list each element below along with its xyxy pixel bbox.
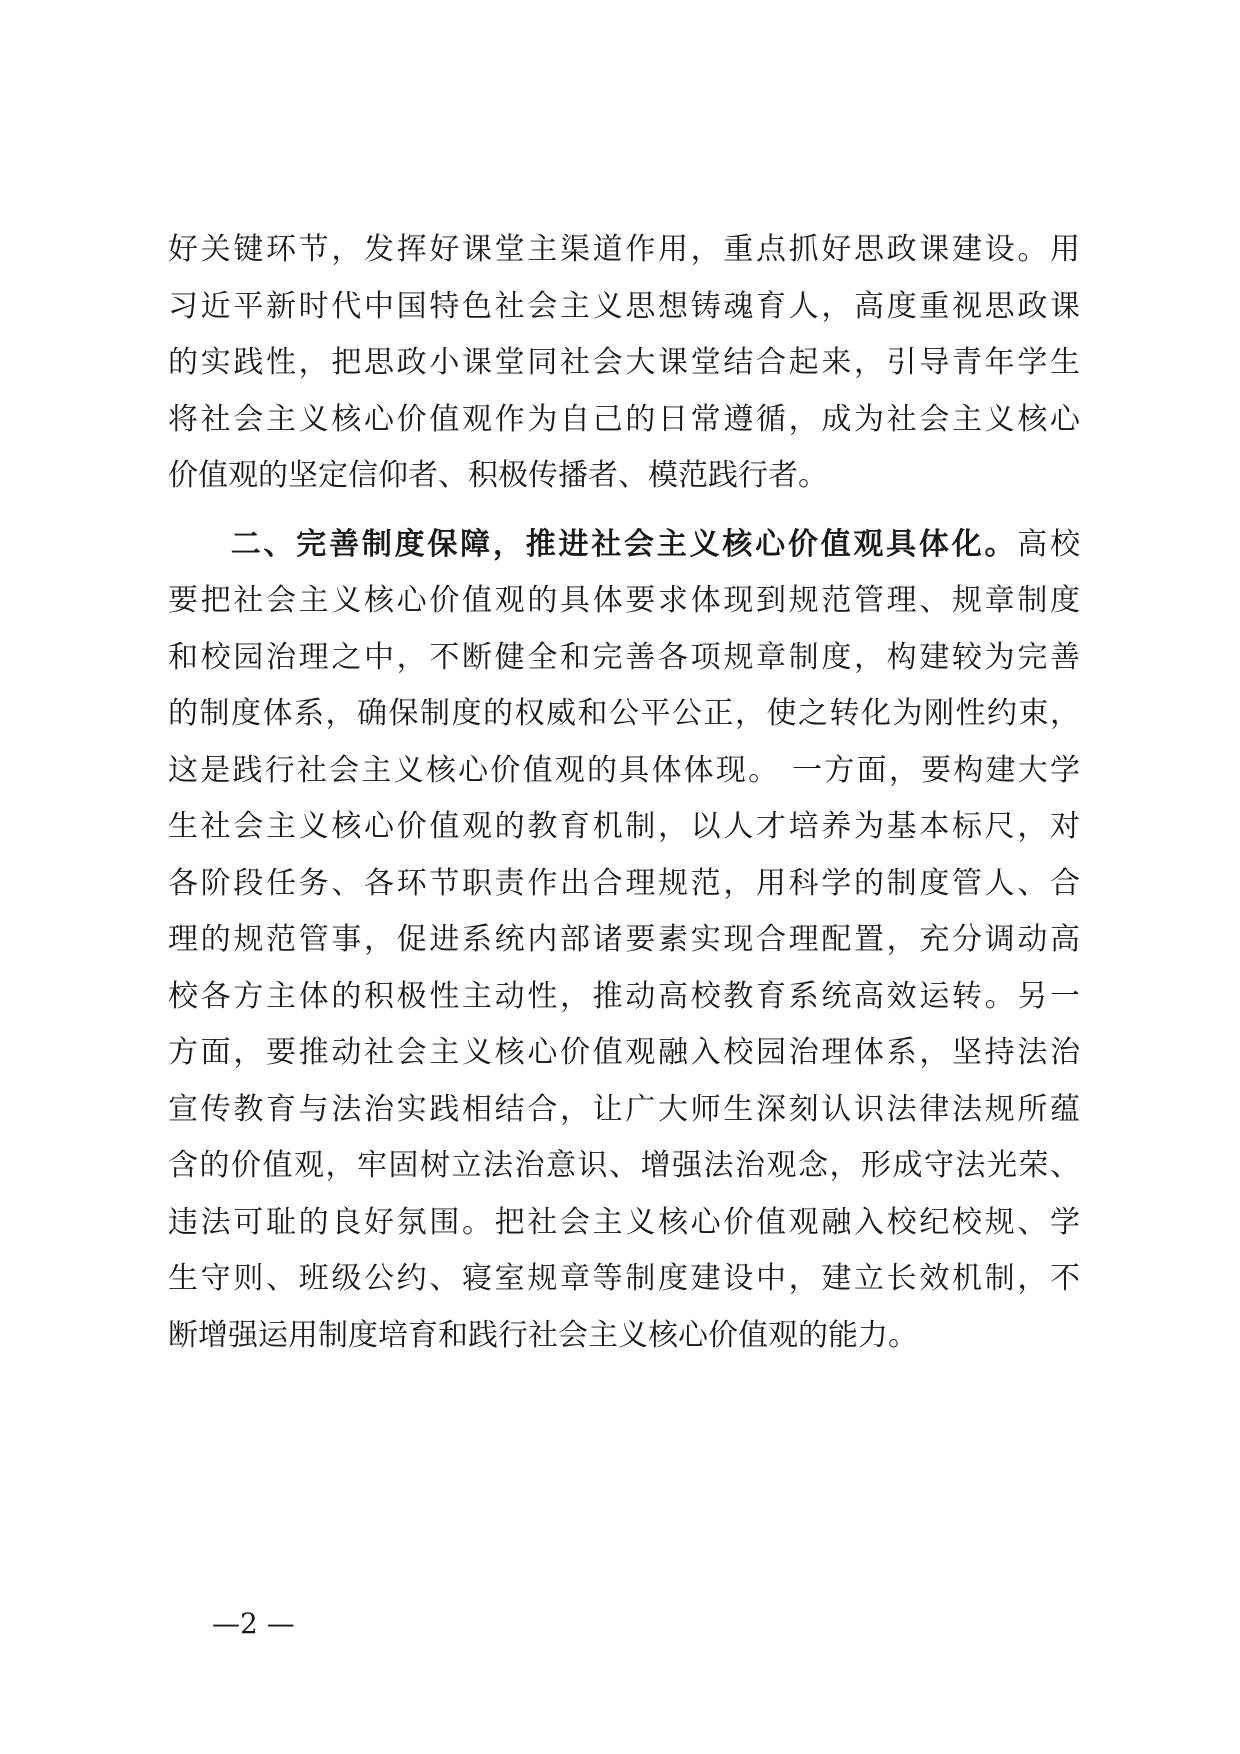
text-line: 要把社会主义核心价值观的具体要求体现到规范管理、规章制度 <box>168 583 1080 618</box>
text-line: 价值观的坚定信仰者、积极传播者、模范践行者。 <box>168 458 828 493</box>
text-line: 方面，要推动社会主义核心价值观融入校园治理体系，坚持法治 <box>168 1035 1080 1070</box>
text-line: 的实践性，把思政小课堂同社会大课堂结合起来，引导青年学生 <box>168 345 1080 380</box>
text-line: 各阶段任务、各环节职责作出合理规范，用科学的制度管人、合 <box>168 865 1080 901</box>
text-line: 校各方主体的积极性主动性，推动高校教育系统高效运转。另一 <box>168 978 1080 1014</box>
text-line: 习近平新时代中国特色社会主义思想铸魂育人，高度重视思政课 <box>168 288 1080 324</box>
heading-trailing-text: 高校 <box>1017 526 1080 562</box>
paragraph-2-first-line <box>168 517 1080 574</box>
text-line: 生守则、班级公约、寝室规章等制度建设中，建立长效机制，不 <box>168 1261 1080 1296</box>
paragraph-1 <box>168 222 1080 505</box>
text-line: 生社会主义核心价值观的教育机制，以人才培养为基本标尺，对 <box>168 809 1080 844</box>
text-line: 的制度体系，确保制度的权威和公平公正，使之转化为刚性约束， <box>168 696 1080 731</box>
text-line: 含的价值观，牢固树立法治意识、增强法治观念，形成守法光荣、 <box>168 1148 1080 1183</box>
text-line: 这是践行社会主义核心价值观的具体体现。 一方面，要构建大学 <box>168 752 1080 788</box>
text-line: 和校园治理之中，不断健全和完善各项规章制度，构建较为完善 <box>168 639 1080 675</box>
text-line: 好关键环节，发挥好课堂主渠道作用，重点抓好思政课建设。用 <box>168 232 1080 267</box>
text-line: 理的规范管事，促进系统内部诸要素实现合理配置，充分调动高 <box>168 922 1080 957</box>
page-number: —2 — <box>212 1607 295 1640</box>
text-line: 违法可耻的良好氛围。把社会主义核心价值观融入校纪校规、学 <box>168 1204 1080 1240</box>
section-heading: 二、完善制度保障，推进社会主义核心价值观具体化。 <box>228 526 1018 562</box>
body-text <box>168 222 1080 1364</box>
paragraph-2 <box>168 517 1080 1365</box>
text-line: 宣传教育与法治实践相结合，让广大师生深刻认识法律法规所蕴 <box>168 1091 1080 1127</box>
text-line: 将社会主义核心价值观作为自己的日常遵循，成为社会主义核心 <box>168 401 1080 437</box>
text-line: 断增强运用制度培育和践行社会主义核心价值观的能力。 <box>168 1317 918 1353</box>
